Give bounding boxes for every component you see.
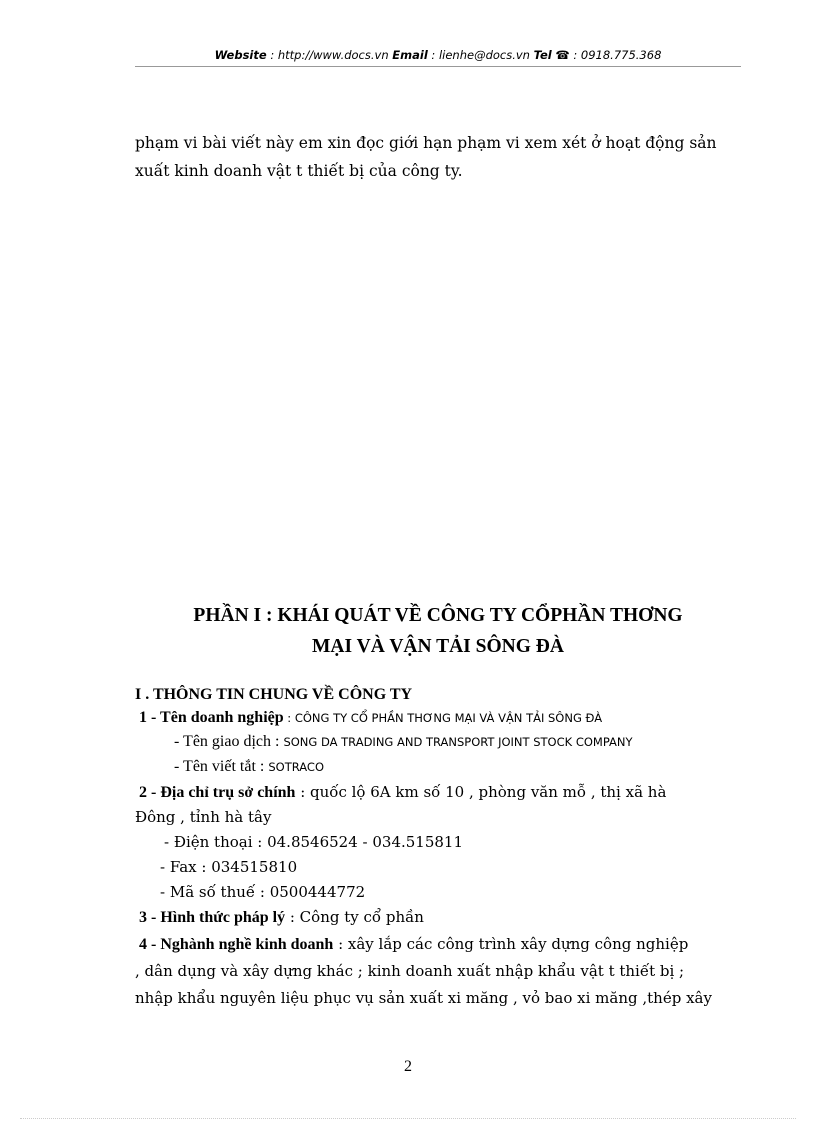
trade-name-label: - Tên giao dịch :: [174, 733, 284, 750]
page-header: [135, 48, 741, 62]
short-name-value: SOTRACO: [268, 760, 324, 774]
website-value: : http://www.docs.vn: [266, 48, 393, 62]
item-trade-name: [174, 730, 633, 754]
company-name-label: 1 - Tên doanh nghiệp: [139, 709, 284, 726]
business-lines-label: 4 - Nghành nghề kinh doanh: [139, 936, 334, 953]
tel-value: : 0918.775.368: [569, 48, 662, 62]
email-value: : lienhe@docs.vn: [427, 48, 534, 62]
short-name-label: - Tên viết tắt :: [174, 758, 269, 775]
business-lines-line-3: nhập khẩu nguyên liệu phục vụ sản xuất xi măng , vỏ bao xi măng ,thép xây: [135, 989, 712, 1007]
phone-icon: ☎: [555, 48, 570, 62]
address-line-2: Đông , tỉnh hà tây: [135, 808, 272, 826]
intro-line-1: phạm vi bài viết này em xin đọc giới hạn phạm vi xem xét ở hoạt động sản: [135, 134, 717, 152]
trade-name-value: SONG DA TRADING AND TRANSPORT JOINT STOCK COMPANY: [283, 735, 633, 749]
tel-label: Tel: [533, 48, 552, 62]
fax-line: - Fax : 034515810: [160, 858, 298, 876]
item-company-name: [139, 706, 602, 730]
part-title-line-1: PHẦN I : KHÁI QUÁT VỀ CÔNG TY CỔPHẦN THƠNG: [193, 605, 683, 626]
business-lines-value: : xây lắp các công trình xây dựng công nghiệp: [333, 935, 689, 953]
item-short-name: [174, 755, 324, 779]
website-label: Website: [214, 48, 267, 62]
intro-line-2: xuất kinh doanh vật t thiết bị của công ty.: [135, 162, 463, 180]
item-address: [139, 780, 666, 805]
part-title-line-2: MẠI VÀ VẬN TẢI SÔNG ĐÀ: [312, 636, 564, 657]
page-number: 2: [404, 1058, 412, 1075]
phone-line: - Điện thoại : 04.8546524 - 034.515811: [164, 833, 464, 851]
email-label: Email: [392, 48, 428, 62]
business-lines-line-2: , dân dụng và xây dựng khác ; kinh doanh xuất nhập khẩu vật t thiết bị ;: [135, 962, 685, 980]
address-label: 2 - Địa chỉ trụ sở chính: [139, 784, 296, 801]
company-name-value: : CÔNG TY CỔ PHẦN THƠNG MẠI VÀ VẬN TẢI SÔNG ĐÀ: [283, 711, 603, 725]
item-legal-form: [139, 905, 424, 930]
address-value: : quốc lộ 6A km số 10 , phòng văn mỗ , thị xã hà: [295, 783, 667, 801]
tax-line: - Mã số thuế : 0500444772: [160, 883, 366, 901]
item-business-lines: [139, 932, 688, 957]
section-heading: I . THÔNG TIN CHUNG VỀ CÔNG TY: [135, 686, 413, 703]
legal-form-label: 3 - Hình thức pháp lý: [139, 909, 286, 926]
intro-paragraph: [135, 129, 741, 185]
header-rule: [135, 66, 741, 67]
legal-form-value: : Công ty cổ phần: [285, 908, 424, 926]
page-bottom-border: [20, 1118, 796, 1119]
part-title: [135, 600, 741, 662]
